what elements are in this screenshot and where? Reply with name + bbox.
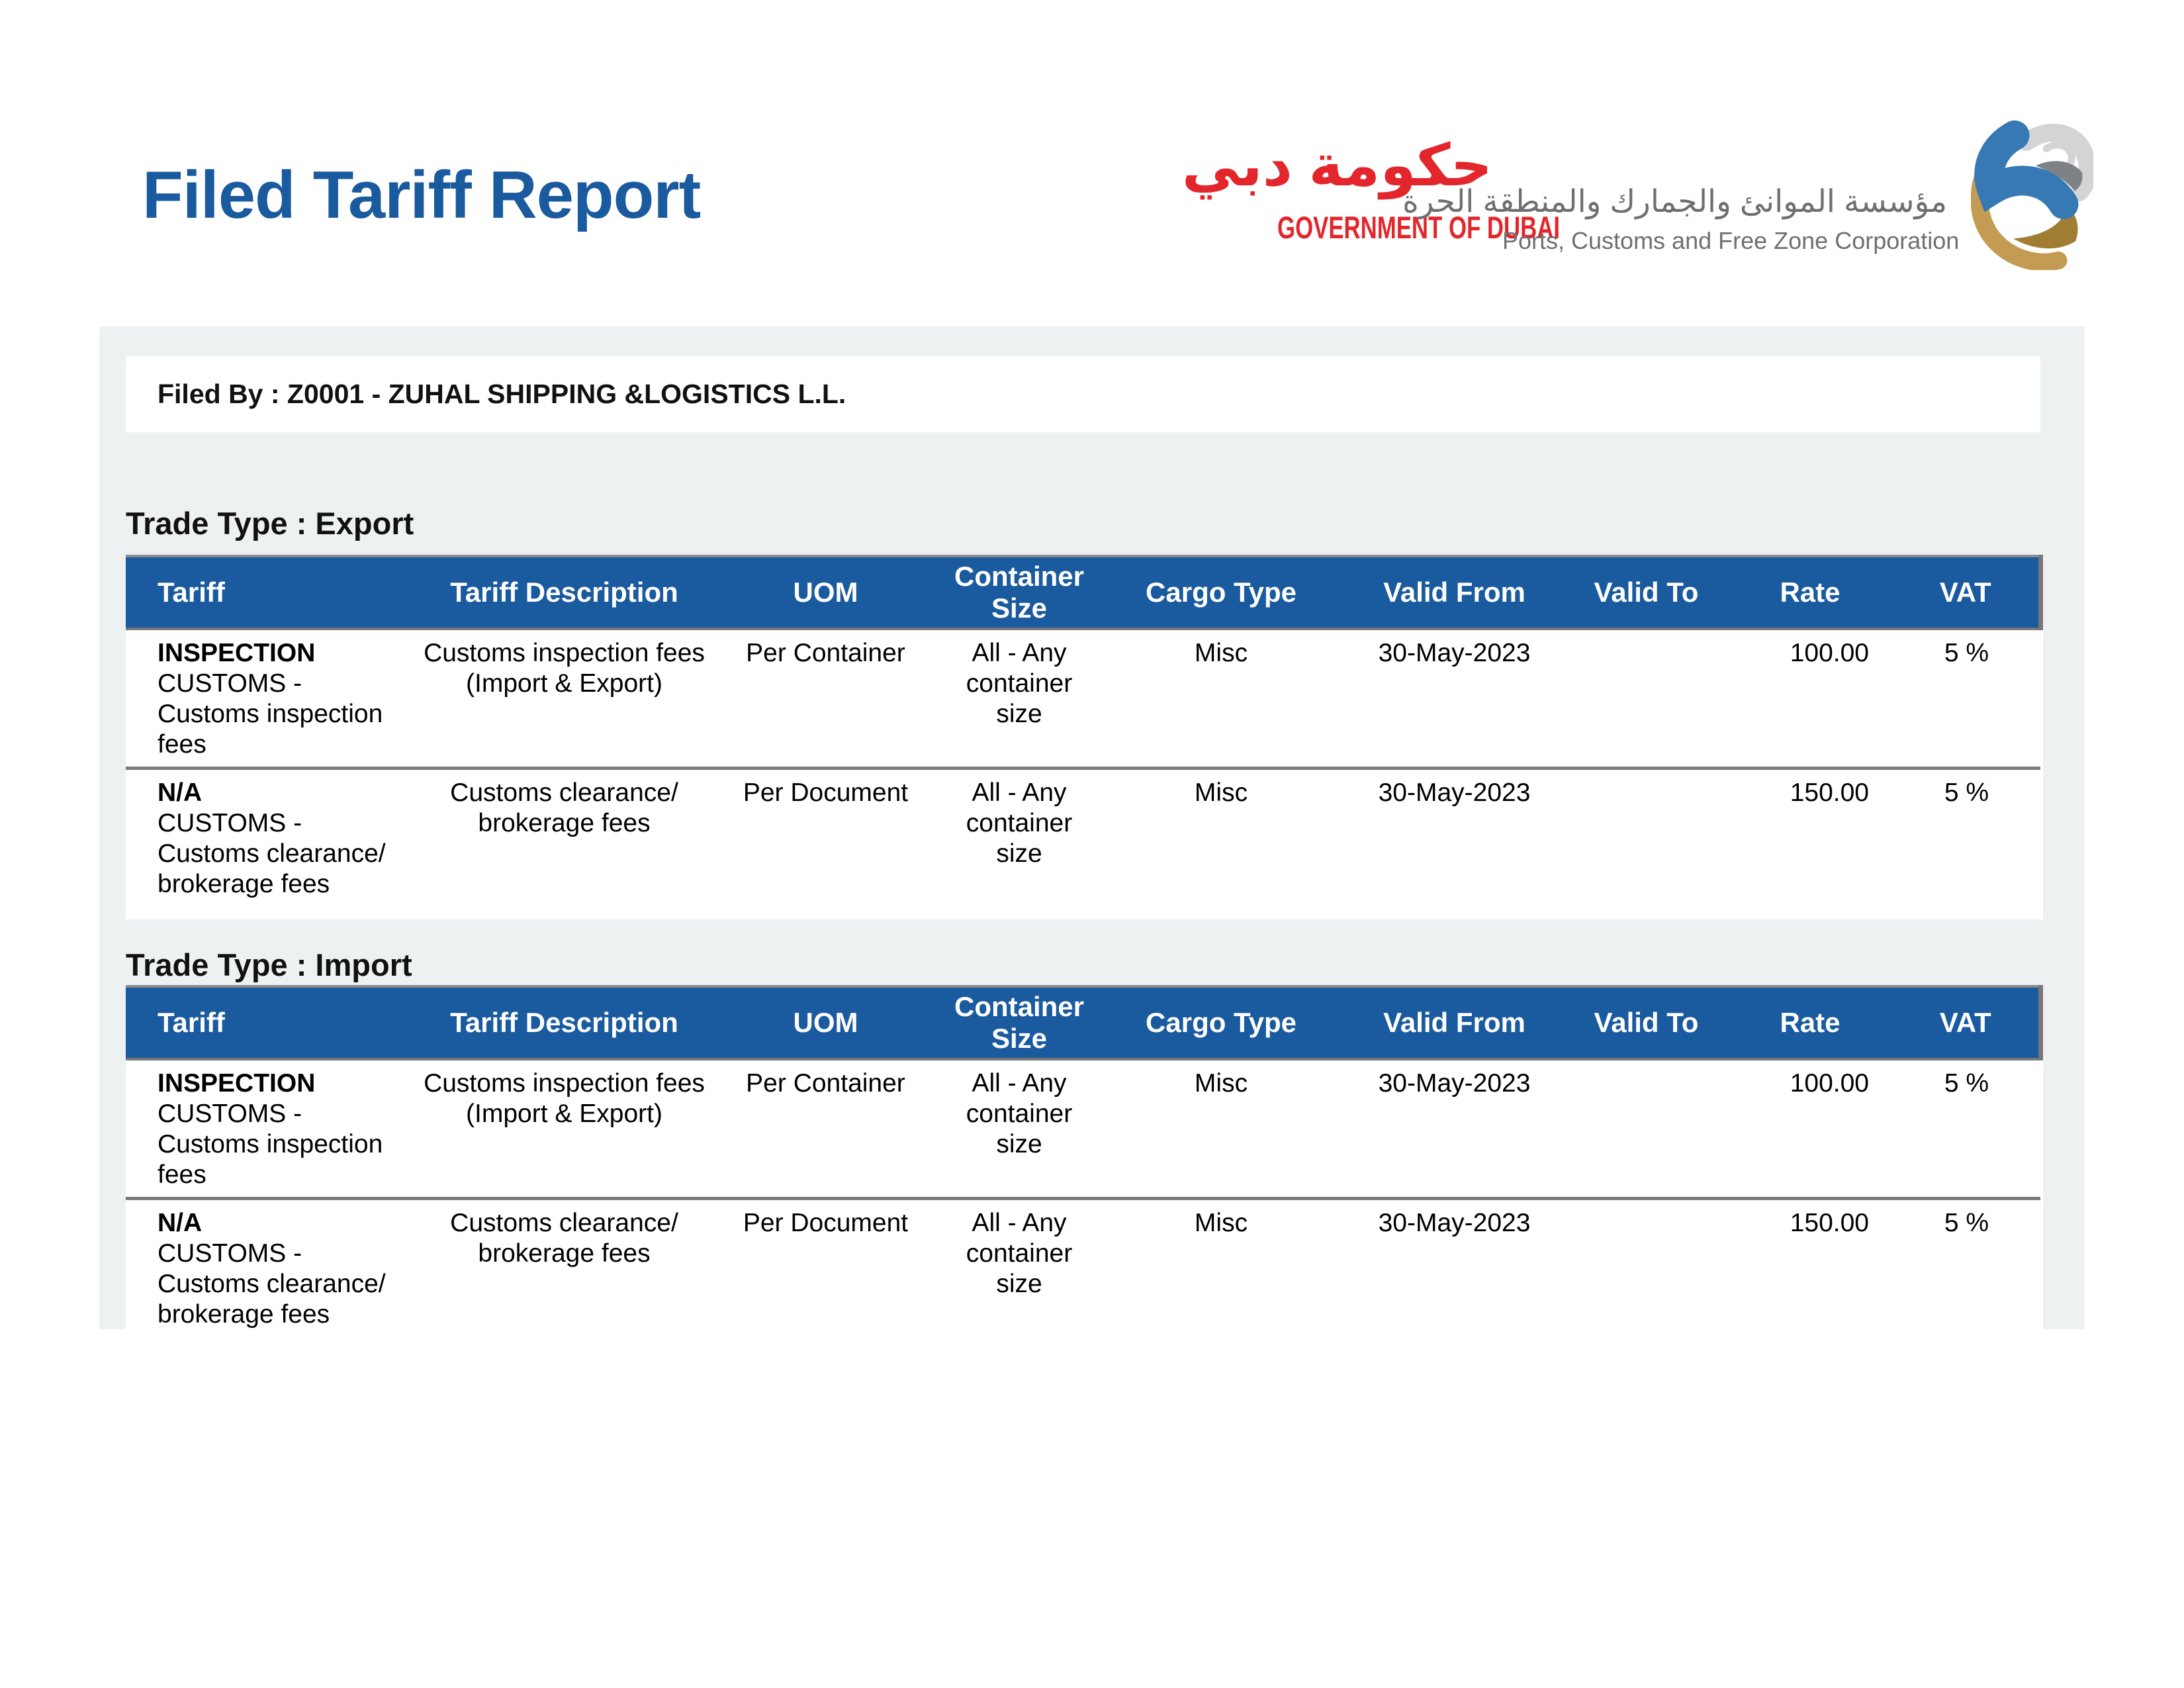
tariff-category: CUSTOMS - Customs clearance/ brokerage fees: [158, 809, 386, 898]
cell-description: Customs clearance/ brokerage fees: [417, 1199, 711, 1350]
pcfc-arabic-name: مؤسسة الموانئ والجمارك والمنطقة الحرة: [1402, 183, 1947, 218]
cell-cargo-type: Misc: [1194, 1069, 1248, 1098]
table-row: [126, 629, 2040, 769]
cell-container-size: All - Any container size: [966, 639, 1073, 728]
cell-valid-from: 30-May-2023: [1343, 1199, 1565, 1350]
column-header-cargo-type: Cargo Type: [1099, 986, 1343, 1059]
cell-description: Customs inspection fees (Import & Export): [424, 1069, 705, 1128]
import-tariff-table: [126, 985, 2043, 1350]
cell-uom: Per Document: [711, 769, 940, 920]
column-header-cargo-type: Cargo Type: [1099, 556, 1343, 629]
column-header-rate: Rate: [1727, 556, 1893, 629]
cell-rate: 150.00: [1727, 769, 1893, 920]
cell-rate: 100.00: [1790, 639, 1869, 667]
government-of-dubai-wordmark: GOVERNMENT OF DUBAI: [1277, 210, 1561, 245]
cell-description: Customs inspection fees (Import & Export): [424, 639, 705, 698]
tariff-category: CUSTOMS - Customs inspection fees: [158, 1100, 383, 1189]
cell-uom: Per Container: [746, 1069, 905, 1098]
column-header-uom: UOM: [711, 556, 940, 629]
cell-container-size: All - Any container size: [966, 1069, 1073, 1158]
trade-type-export-heading: Trade Type : Export: [126, 506, 414, 541]
cell-cargo-type: Misc: [1194, 639, 1248, 667]
column-header-vat: VAT: [1893, 986, 2040, 1059]
column-header-valid-from: Valid From: [1343, 556, 1565, 629]
cell-cargo-type: Misc: [1099, 1199, 1343, 1350]
report-body-panel: [99, 326, 2085, 1329]
cell-uom: Per Container: [746, 639, 905, 667]
column-header-valid-to: Valid To: [1565, 986, 1727, 1059]
cell-tariff: [126, 629, 417, 769]
cell-vat: 5 %: [1893, 1199, 2040, 1350]
table-row: [126, 769, 2040, 920]
cell-valid-from: 30-May-2023: [1343, 769, 1565, 920]
column-header-container-size: Container Size: [940, 986, 1099, 1059]
cell-valid-from: 30-May-2023: [1378, 1069, 1531, 1098]
column-header-rate: Rate: [1727, 986, 1893, 1059]
column-header-valid-from: Valid From: [1343, 986, 1565, 1059]
trade-type-import-heading: Trade Type : Import: [126, 947, 412, 982]
cell-vat: 5 %: [1893, 769, 2040, 920]
cell-valid-from: 30-May-2023: [1378, 639, 1531, 667]
pcfc-globe-icon: [1971, 118, 2093, 270]
export-tariff-table: [126, 555, 2043, 919]
cell-valid-to: [1565, 1059, 1727, 1199]
cell-valid-to: [1565, 769, 1727, 920]
cell-rate: 100.00: [1790, 1069, 1869, 1098]
cell-vat: 5 %: [1944, 639, 1989, 667]
cell-tariff: [126, 769, 417, 920]
pcfc-english-name: Ports, Customs and Free Zone Corporation: [1502, 227, 1960, 254]
column-header-tariff: Tariff: [126, 556, 417, 629]
tariff-code: INSPECTION: [158, 639, 316, 667]
cell-description: Customs clearance/ brokerage fees: [417, 769, 711, 920]
cell-uom: Per Document: [711, 1199, 940, 1350]
tariff-category: CUSTOMS - Customs inspection fees: [158, 669, 383, 759]
cell-valid-to: [1565, 629, 1727, 769]
cell-tariff: [126, 1059, 417, 1199]
cell-container-size: All - Any container size: [940, 1199, 1099, 1350]
table-row: [126, 1199, 2040, 1350]
column-header-valid-to: Valid To: [1565, 556, 1727, 629]
tariff-category: CUSTOMS - Customs clearance/ brokerage fees: [158, 1239, 386, 1329]
import-header-row: [126, 986, 2040, 1059]
filed-by-label: Filed By :: [158, 379, 287, 409]
column-header-vat: VAT: [1893, 556, 2040, 629]
tariff-code: N/A: [158, 1209, 203, 1237]
filed-by-value: Z0001 - ZUHAL SHIPPING &LOGISTICS L.L.: [287, 379, 846, 409]
cell-valid-to: [1565, 1199, 1727, 1350]
page-title: Filed Tariff Report: [142, 158, 701, 232]
tariff-code: INSPECTION: [158, 1069, 316, 1098]
cell-vat: 5 %: [1944, 1069, 1989, 1098]
column-header-uom: UOM: [711, 986, 940, 1059]
cell-container-size: All - Any container size: [940, 769, 1099, 920]
cell-tariff: [126, 1199, 417, 1350]
column-header-container-size: Container Size: [940, 556, 1099, 629]
export-header-row: [126, 556, 2040, 629]
filed-by-bar: [126, 356, 2040, 432]
cell-rate: 150.00: [1727, 1199, 1893, 1350]
government-of-dubai-arabic-calligraphy: حكومة دبي: [1181, 132, 1492, 198]
table-row: [126, 1059, 2040, 1199]
column-header-tariff: Tariff: [126, 986, 417, 1059]
cell-cargo-type: Misc: [1099, 769, 1343, 920]
tariff-code: N/A: [158, 778, 203, 807]
column-header-tariff-description: Tariff Description: [417, 986, 711, 1059]
column-header-tariff-description: Tariff Description: [417, 556, 711, 629]
